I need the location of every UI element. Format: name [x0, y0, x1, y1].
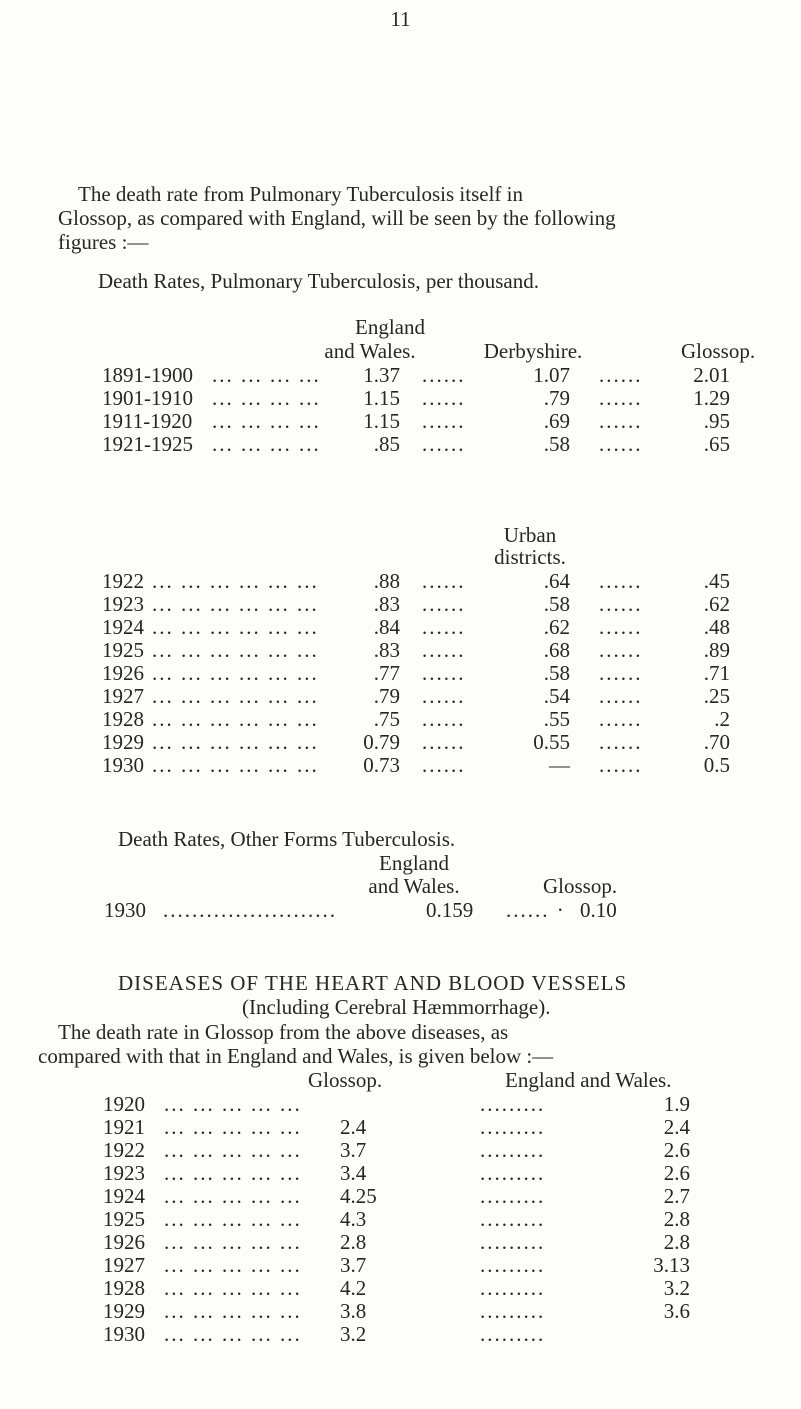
table3-year: 1930	[103, 1322, 145, 1346]
table1-period: 1929	[102, 730, 144, 754]
table3-glossop-value: 3.4	[340, 1161, 367, 1185]
section-heading: DISEASES OF THE HEART AND BLOOD VESSELS	[118, 971, 628, 995]
table1-eng-value: .79	[373, 684, 400, 708]
table1-derby-value: .69	[543, 409, 570, 433]
leader-dots: ... ... ... ... ... ...	[152, 638, 319, 662]
leader-dots: ......	[599, 432, 643, 456]
table1-derby-value: —	[549, 753, 570, 777]
section-paragraph	[38, 1020, 768, 1068]
leader-dots: ......	[599, 409, 643, 433]
table1-col-eng-line1: England	[355, 315, 425, 339]
table3-glossop-value: 3.7	[340, 1253, 367, 1277]
table3-eng-value: 2.7	[663, 1184, 690, 1208]
table1-derby-value: 0.55	[533, 730, 570, 754]
table1-row	[0, 639, 801, 661]
table3-year: 1927	[103, 1253, 145, 1277]
leader-dots: ......	[599, 615, 643, 639]
table3-year: 1922	[103, 1138, 145, 1162]
table1-eng-value: .84	[373, 615, 400, 639]
leader-dots: ......	[422, 409, 466, 433]
leader-dots: .........	[480, 1276, 546, 1300]
leader-dots: ........................	[163, 898, 337, 922]
leader-dots: ......	[422, 386, 466, 410]
leader-dots: ...... ·	[506, 898, 566, 922]
table1-eng-value: .88	[373, 569, 400, 593]
intro-paragraph	[58, 182, 748, 254]
section-subheading: (Including Cerebral Hæmmorrhage).	[242, 995, 551, 1019]
table1-eng-value: .85	[373, 432, 400, 456]
table1-derby-value: .62	[543, 615, 570, 639]
leader-dots: ......	[422, 707, 466, 731]
table1-period: 1927	[102, 684, 144, 708]
leader-dots: ......	[599, 684, 643, 708]
leader-dots: .........	[480, 1184, 546, 1208]
table1-derby-value: .58	[543, 432, 570, 456]
table1-title: Death Rates, Pulmonary Tuberculosis, per thousand.	[98, 269, 539, 293]
table1-period: 1891-1900	[102, 363, 193, 387]
table3-glossop-value: 4.2	[340, 1276, 367, 1300]
leader-dots: ... ... ... ... ...	[164, 1161, 302, 1185]
leader-dots: ......	[422, 661, 466, 685]
leader-dots: ... ... ... ... ... ...	[152, 684, 319, 708]
leader-dots: ... ... ... ... ...	[164, 1184, 302, 1208]
leader-dots: ... ... ... ... ...	[164, 1230, 302, 1254]
table1-glossop-value: 1.29	[693, 386, 730, 410]
table1-glossop-value: .45	[703, 569, 730, 593]
leader-dots: ... ... ... ...	[212, 409, 321, 433]
table1-period: 1924	[102, 615, 144, 639]
table1-glossop-value: .25	[703, 684, 730, 708]
leader-dots: ... ... ... ... ... ...	[152, 615, 319, 639]
table3-glossop-value: 3.8	[340, 1299, 367, 1323]
table2-title: Death Rates, Other Forms Tuberculosis.	[118, 827, 456, 851]
table3-glossop-value: 4.3	[340, 1207, 367, 1231]
leader-dots: ... ... ... ... ... ...	[152, 569, 319, 593]
leader-dots: ... ... ... ... ... ...	[152, 707, 319, 731]
table1-eng-value: 0.79	[363, 730, 400, 754]
table3-col-glossop: Glossop.	[308, 1068, 383, 1092]
table3-glossop-value: 4.25	[340, 1184, 377, 1208]
leader-dots: .........	[480, 1253, 546, 1277]
leader-dots: ... ... ... ... ...	[164, 1322, 302, 1346]
leader-dots: ... ... ... ... ...	[164, 1276, 302, 1300]
intro-line: figures :—	[58, 230, 149, 254]
table3-eng-value: 2.8	[663, 1230, 690, 1254]
leader-dots: ......	[599, 592, 643, 616]
leader-dots: ......	[599, 363, 643, 387]
leader-dots: ... ... ... ... ...	[164, 1207, 302, 1231]
table1-period: 1911-1920	[102, 409, 193, 433]
leader-dots: ......	[422, 363, 466, 387]
table1-derby-value: .64	[543, 569, 570, 593]
leader-dots: ... ... ... ... ...	[164, 1299, 302, 1323]
table1-row	[0, 364, 801, 386]
table3-glossop-value: 3.7	[340, 1138, 367, 1162]
leader-dots: ... ... ... ... ...	[164, 1092, 302, 1116]
leader-dots: ......	[422, 615, 466, 639]
table2-year: 1930	[104, 898, 146, 922]
table3-row	[0, 1300, 801, 1322]
table1-derby-value: .58	[543, 592, 570, 616]
table1-period: 1925	[102, 638, 144, 662]
table3-eng-value: 3.6	[663, 1299, 690, 1323]
leader-dots: ......	[422, 730, 466, 754]
leader-dots: ......	[599, 730, 643, 754]
table3-col-eng: England and Wales.	[505, 1068, 672, 1092]
leader-dots: .........	[480, 1207, 546, 1231]
leader-dots: ... ... ... ... ...	[164, 1138, 302, 1162]
table1-row	[0, 593, 801, 615]
table2-col-eng-line2: and Wales.	[368, 874, 460, 898]
table1-glossop-value: 2.01	[693, 363, 730, 387]
table3-eng-value: 2.6	[663, 1161, 690, 1185]
table1-eng-value: 1.15	[363, 409, 400, 433]
leader-dots: ......	[599, 569, 643, 593]
leader-dots: .........	[480, 1322, 546, 1346]
intro-line: The death rate from Pulmonary Tuberculosis itself in	[78, 182, 524, 206]
table3-row	[0, 1277, 801, 1299]
leader-dots: ... ... ... ... ...	[164, 1115, 302, 1139]
table1-derby-value: 1.07	[533, 363, 570, 387]
leader-dots: ......	[422, 753, 466, 777]
table1-row	[0, 685, 801, 707]
table1-glossop-value: 0.5	[703, 753, 730, 777]
leader-dots: .........	[480, 1138, 546, 1162]
page-number: 11	[390, 7, 411, 31]
table1-period: 1926	[102, 661, 144, 685]
table3-year: 1921	[103, 1115, 145, 1139]
table1-eng-value: 0.73	[363, 753, 400, 777]
table1-row	[0, 387, 801, 409]
table2-row	[0, 899, 801, 921]
table1-eng-value: .83	[373, 592, 400, 616]
table1-eng-value: .77	[373, 661, 400, 685]
section-line: compared with that in England and Wales, is given below :—	[38, 1044, 554, 1068]
leader-dots: ......	[599, 638, 643, 662]
table1-glossop-value: .89	[703, 638, 730, 662]
table1-row	[0, 433, 801, 455]
intro-line: Glossop, as compared with England, will be seen by the following	[58, 206, 616, 230]
table3-row	[0, 1093, 801, 1115]
leader-dots: ... ... ... ...	[212, 432, 321, 456]
table1-derby-value: .79	[543, 386, 570, 410]
table1-glossop-value: .2	[714, 707, 730, 731]
leader-dots: ... ... ... ... ... ...	[152, 661, 319, 685]
leader-dots: .........	[480, 1230, 546, 1254]
table3-year: 1929	[103, 1299, 145, 1323]
table3-row	[0, 1139, 801, 1161]
table3-eng-value: 2.8	[663, 1207, 690, 1231]
table1-period: 1930	[102, 753, 144, 777]
table3-eng-value: 2.6	[663, 1138, 690, 1162]
leader-dots: ... ... ... ... ... ...	[152, 753, 319, 777]
table2-glossop-value: 0.10	[580, 898, 617, 922]
table1-derby-value: .58	[543, 661, 570, 685]
leader-dots: .........	[480, 1299, 546, 1323]
table3-year: 1924	[103, 1184, 145, 1208]
table1-period: 1921-1925	[102, 432, 193, 456]
leader-dots: ... ... ... ...	[212, 386, 321, 410]
table1-eng-value: 1.37	[363, 363, 400, 387]
leader-dots: ......	[422, 432, 466, 456]
table3-eng-value: 3.13	[653, 1253, 690, 1277]
table1-period: 1923	[102, 592, 144, 616]
table1-period: 1901-1910	[102, 386, 193, 410]
table3-glossop-value: 2.4	[340, 1115, 367, 1139]
table1-eng-value: 1.15	[363, 386, 400, 410]
section-line: The death rate in Glossop from the above diseases, as	[58, 1020, 509, 1044]
table1-derby-value: .68	[543, 638, 570, 662]
table1-glossop-value: .48	[703, 615, 730, 639]
leader-dots: .........	[480, 1161, 546, 1185]
table1-subheader-line2: districts.	[494, 545, 566, 569]
table3-year: 1928	[103, 1276, 145, 1300]
leader-dots: ......	[422, 638, 466, 662]
table3-glossop-value: 2.8	[340, 1230, 367, 1254]
table1-row	[0, 662, 801, 684]
table3-row	[0, 1208, 801, 1230]
table1-eng-value: .75	[373, 707, 400, 731]
table1-subheader-line1: Urban	[503, 523, 557, 547]
table3-eng-value: 1.9	[663, 1092, 690, 1116]
table3-row	[0, 1231, 801, 1253]
table2-col-glossop: Glossop.	[543, 874, 618, 898]
table1-row	[0, 754, 801, 776]
leader-dots: .........	[480, 1115, 546, 1139]
leader-dots: .........	[480, 1092, 546, 1116]
table1-row	[0, 410, 801, 432]
table1-derby-value: .54	[543, 684, 570, 708]
table2-eng-value: 0.159	[426, 898, 474, 922]
table3-eng-value: 2.4	[663, 1115, 690, 1139]
table1-glossop-value: .95	[703, 409, 730, 433]
table1-period: 1922	[102, 569, 144, 593]
leader-dots: ......	[599, 386, 643, 410]
table1-eng-value: .83	[373, 638, 400, 662]
table1-col-glossop: Glossop.	[681, 339, 756, 363]
table3-year: 1926	[103, 1230, 145, 1254]
leader-dots: ......	[599, 661, 643, 685]
leader-dots: ......	[422, 569, 466, 593]
table1-derby-value: .55	[543, 707, 570, 731]
leader-dots: ... ... ... ...	[212, 363, 321, 387]
table1-col-derby: Derbyshire.	[483, 339, 583, 363]
table3-row	[0, 1254, 801, 1276]
table3-row	[0, 1116, 801, 1138]
table1-period: 1928	[102, 707, 144, 731]
leader-dots: ......	[599, 707, 643, 731]
table3-eng-value: 3.2	[663, 1276, 690, 1300]
table1-row	[0, 731, 801, 753]
table1-glossop-value: .70	[703, 730, 730, 754]
leader-dots: ... ... ... ... ... ...	[152, 730, 319, 754]
table1-glossop-value: .71	[703, 661, 730, 685]
table2-col-eng-line1: England	[379, 851, 449, 875]
leader-dots: ......	[599, 753, 643, 777]
table3-row	[0, 1185, 801, 1207]
table1-glossop-value: .62	[703, 592, 730, 616]
leader-dots: ......	[422, 592, 466, 616]
table1-glossop-value: .65	[703, 432, 730, 456]
leader-dots: ... ... ... ... ... ...	[152, 592, 319, 616]
table3-row	[0, 1323, 801, 1345]
leader-dots: ... ... ... ... ...	[164, 1253, 302, 1277]
table3-year: 1925	[103, 1207, 145, 1231]
table3-row	[0, 1162, 801, 1184]
table1-row	[0, 570, 801, 592]
table1-row	[0, 708, 801, 730]
table3-year: 1923	[103, 1161, 145, 1185]
table1-col-eng-line2: and Wales.	[324, 339, 416, 363]
table3-glossop-value: 3.2	[340, 1322, 367, 1346]
table1-row	[0, 616, 801, 638]
leader-dots: ......	[422, 684, 466, 708]
table3-year: 1920	[103, 1092, 145, 1116]
